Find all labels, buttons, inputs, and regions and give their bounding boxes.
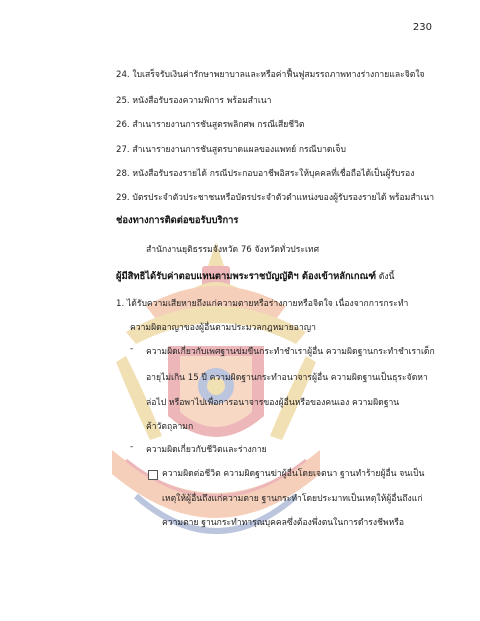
eligibility-heading-rest: ดังนี้ [376,272,395,282]
eligibility-item-1-cont: ความผิดอาญาของผู้อื่นตามประมวลกฎหมายอาญา [130,323,316,333]
list-item: 28. หนังสือรับรองรายได้ กรณีประกอบอาชีพอิสระให้บุคคลที่เชื่อถือได้เป็นผู้รับรอง [116,169,415,179]
page-number: 230 [412,22,432,33]
list-item: 26. สำเนารายงานการชันสูตรพลิกศพ กรณีเสียชีวิต [116,120,305,130]
sub-item-life-body: ความผิดเกี่ยวกับชีวิตและร่างกาย [146,445,267,455]
list-item: 24. ใบเสร็จรับเงินค่ารักษาพยาบาลและหรือค่าฟื้นฟูสมรรถภาพทางร่างกายและจิตใจ [116,70,425,80]
dash-bullet-icon: - [130,442,134,452]
eligibility-item-1: 1. ได้รับความเสียหายถึงแก่ความตายหรือร่างกายหรือจิตใจ เนื่องจากการกระทำ [116,299,409,309]
sub-item-sexual-offenses-cont: อายุไม่เกิน 15 ปี ความผิดฐานกระทำอนาจารผู้อื่น ความผิดฐานเป็นธุระจัดหา [146,373,428,383]
sub-item-sexual-offenses-cont: ล่อไป หรือพาไปเพื่อการอนาจารของผู้อื่นหรือของคนเอง ความผิดฐาน [146,398,400,408]
eligibility-heading-bold: ผู้มีสิทธิได้รับค่าตอบแทนตามพระราชบัญญัติฯ ต้องเข้าหลักเกณฑ์ [116,271,377,282]
list-item: 27. สำเนารายงานการชันสูตรบาดแผลของแพทย์ กรณีบาดเจ็บ [116,145,346,155]
channels-heading: ช่องทางการติดต่อขอรับบริการ [116,215,239,226]
checkbox-item-life-offense: ความผิดต่อชีวิต ความผิดฐานฆ่าผู้อื่นโดยเจตนา ฐานทำร้ายผู้อื่น จนเป็น [162,469,425,479]
channels-text: สำนักงานยุติธรรมจังหวัด 76 จังหวัดทั่วประเทศ [146,245,320,255]
sub-item-sexual-offenses-cont: ค้าวัตถุลามก [146,422,194,432]
checkbox-icon [148,470,158,480]
sub-item-sexual-offenses: ความผิดเกี่ยวกับเพศฐานข่มขืนกระทำชำเราผู้อื่น ความผิดฐานกระทำชำเราเด็ก [146,347,435,357]
checkbox-item-life-offense-cont: ความตาย ฐานกระทำทารุณบุคคลซึ่งต้องพึ่งตนในการดำรงชีพหรือ [162,518,405,528]
checkbox-item-life-offense-cont: เหตุให้ผู้อื่นถึงแก่ความตาย ฐานกระทำโดยประมาทเป็นเหตุให้ผู้อื่นถึงแก่ [162,494,423,504]
list-item: 29. บัตรประจำตัวประชาชนหรือบัตรประจำตัวตำแหน่งของผู้รับรองรายได้ พร้อมสำเนา [116,193,435,203]
eligibility-heading [116,271,394,283]
dash-bullet-icon: - [130,344,134,354]
list-item: 25. หนังสือรับรองความพิการ พร้อมสำเนา [116,96,272,106]
